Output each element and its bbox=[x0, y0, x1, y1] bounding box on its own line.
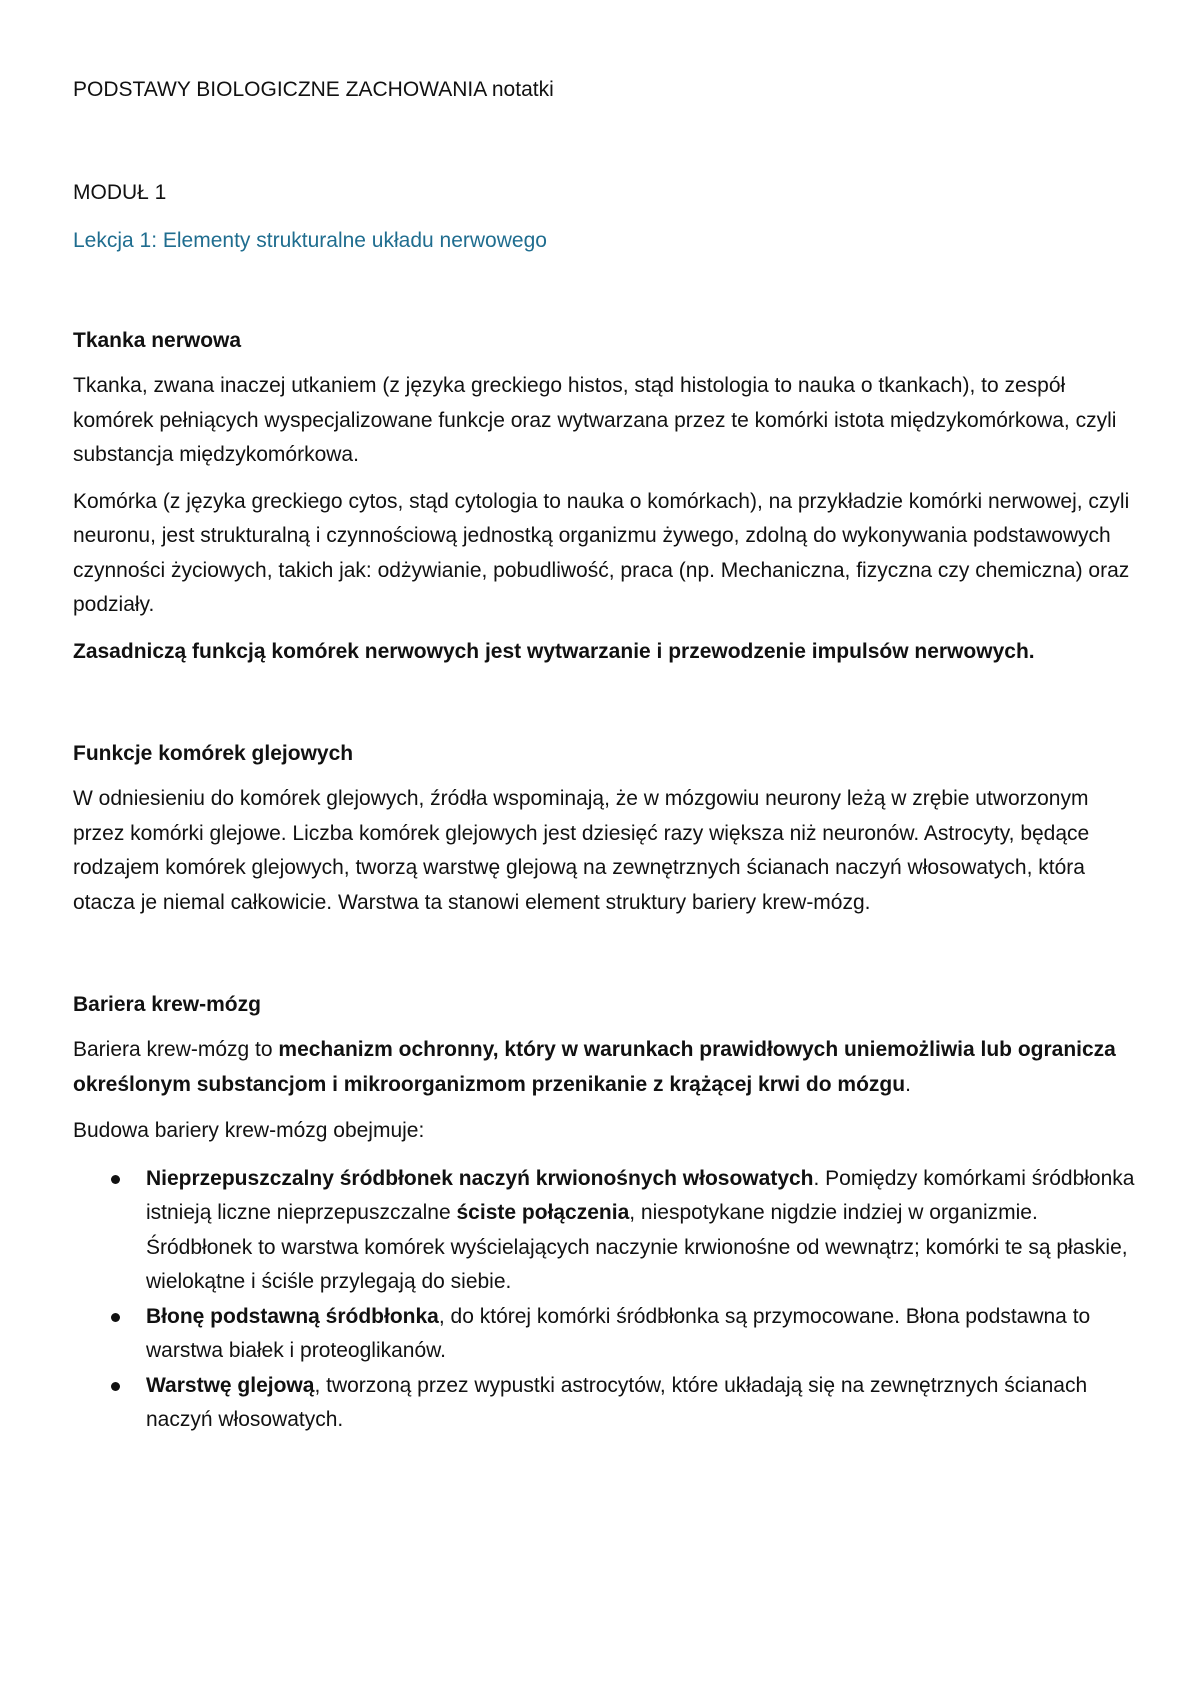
bullet-dot-icon bbox=[111, 1382, 120, 1391]
paragraph-komorka-definition: Komórka (z języka greckiego cytos, stąd cytologia to nauka o komórkach), na przykładzie komórki nerwowej, czyli neuronu, jest strukturalną i czynnościową jednostką organizmu żywego, zdolną do wykonywania podstawowych czynności życiowych, takich jak: odżywianie, pobudliwość, praca (np. Mechaniczna, fizyczna czy chemiczna) oraz podziały. bbox=[73, 489, 1130, 616]
section-heading-bariera: Bariera krew-mózg bbox=[73, 993, 261, 1016]
document-title: PODSTAWY BIOLOGICZNE ZACHOWANIA notatki bbox=[73, 78, 554, 101]
paragraph-glej: W odniesieniu do komórek glejowych, źródła wspominają, że w mózgowiu neurony leżą w zrębie utworzonym przez komórki glejowe. Liczba komórek glejowych jest dziesięć razy większa niż neuronów. Astrocyty, będące rodzajem komórek glejowych, tworzą warstwę glejową na zewnętrznych ścianach naczyń włosowatych, która otacza je niemal całkowicie. Warstwa ta stanowi element struktury bariery krew-mózg. bbox=[73, 787, 1090, 914]
list-item-bold-inline: ściste połączenia bbox=[456, 1201, 630, 1224]
bariera-definition-suffix: . bbox=[905, 1072, 911, 1096]
paragraph-bariera-structure-intro: Budowa bariery krew-mózg obejmuje: bbox=[73, 1119, 425, 1142]
section-heading-tkanka: Tkanka nerwowa bbox=[73, 329, 242, 352]
bariera-structure-list bbox=[73, 1162, 1140, 1438]
bariera-definition-prefix: Bariera krew-mózg to bbox=[73, 1038, 279, 1061]
key-function-bold: Zasadniczą funkcją komórek nerwowych jest wytwarzanie i przewodzenie impulsów nerwowych. bbox=[73, 639, 1035, 663]
lesson-title: Lekcja 1: Elementy strukturalne układu nerwowego bbox=[73, 229, 547, 252]
list-item-bold: Błonę podstawną śródbłonka bbox=[146, 1304, 439, 1328]
bullet-dot-icon bbox=[111, 1313, 120, 1322]
list-item-text: . Pomiędzy komórkami śródbłonka istnieją liczne nieprzepuszczalne bbox=[146, 1166, 1135, 1224]
section-heading-glej: Funkcje komórek glejowych bbox=[73, 742, 354, 765]
list-item bbox=[73, 1162, 1140, 1300]
list-item-text-continued: , niespotykane nigdzie indziej w organizmie. Śródbłonek to warstwa komórek wyścielających naczynie krwionośne od wewnątrz; komórki te są płaskie, wielokątne i ściśle przylegają do siebie. bbox=[146, 1201, 1128, 1293]
list-item-bold: Warstwę glejową bbox=[146, 1373, 315, 1397]
bullet-dot-icon bbox=[111, 1175, 120, 1184]
paragraph-key-function bbox=[73, 635, 1140, 670]
list-item-text: , do której komórki śródbłonka są przymocowane. Błona podstawna to warstwa białek i proteoglikanów. bbox=[146, 1304, 1091, 1362]
list-item bbox=[73, 1300, 1140, 1369]
bariera-definition-bold: mechanizm ochronny, który w warunkach prawidłowych uniemożliwia lub ogranicza określonym substancjom i mikroorganizmom przenikanie z krążącej krwi do mózgu bbox=[73, 1038, 1116, 1096]
paragraph-tkanka-definition: Tkanka, zwana inaczej utkaniem (z języka greckiego histos, stąd histologia to nauka o tkankach), to zespół komórek pełniących wyspecjalizowane funkcje oraz wytwarzana przez te komórki istota międzykomórkowa, czyli substancja międzykomórkowa. bbox=[73, 374, 1117, 466]
list-item bbox=[73, 1369, 1140, 1438]
list-item-bold: Nieprzepuszczalny śródbłonek naczyń krwionośnych włosowatych bbox=[146, 1166, 814, 1190]
list-item-text: , tworzoną przez wypustki astrocytów, które układają się na zewnętrznych ścianach naczyń włosowatych. bbox=[146, 1373, 1088, 1431]
module-label: MODUŁ 1 bbox=[73, 181, 167, 204]
paragraph-bariera-definition bbox=[73, 1033, 1140, 1102]
